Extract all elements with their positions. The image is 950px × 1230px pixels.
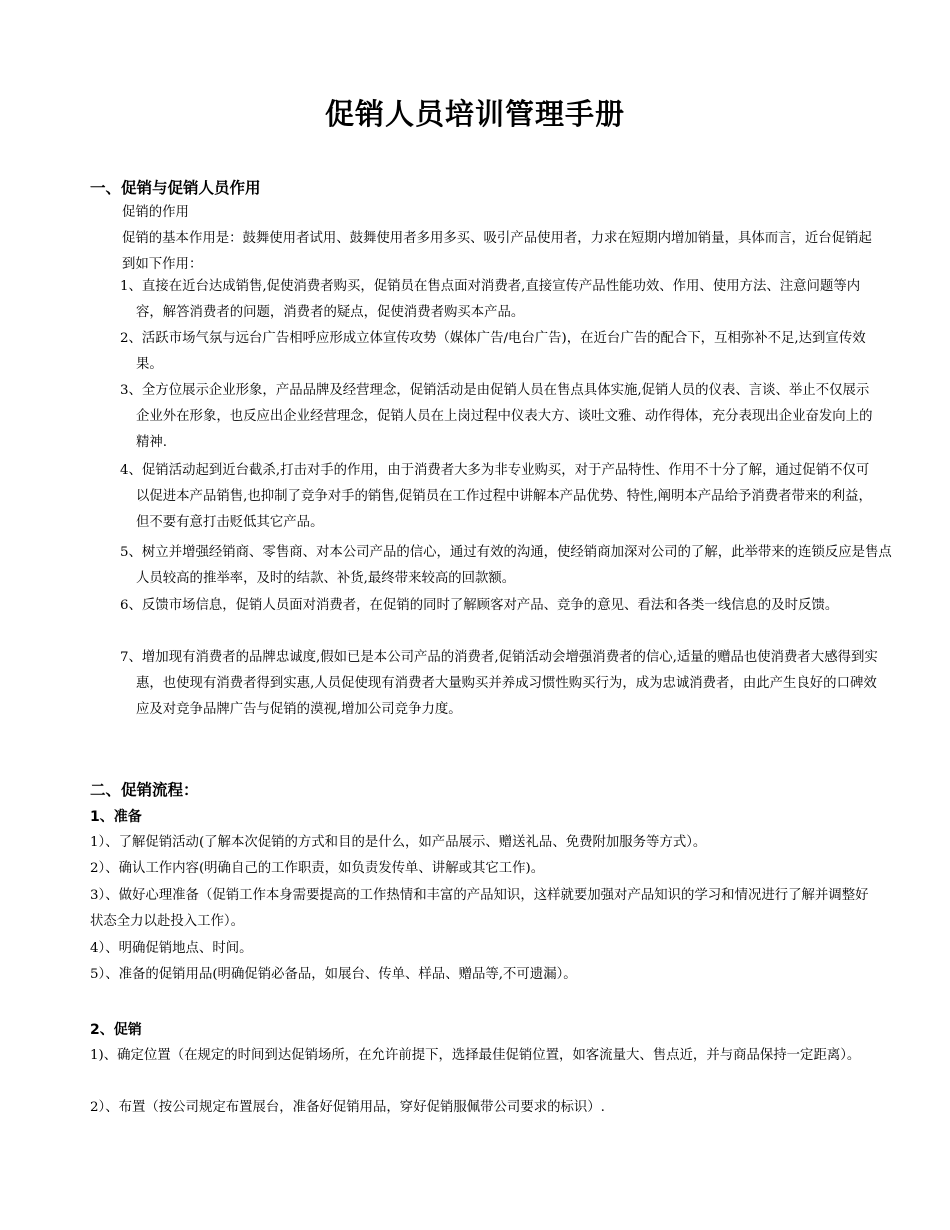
section-1-item: 3、全方位展示企业形象，产品品牌及经营理念，促销活动是由促销人员在售点具体实施,促销人员的仪表、言谈、举止不仅展示企业外在形象，也反应出企业经营理念，促销人员在上岗过程中仪表大方、谈吐文雅、动作得体，充分表现出企业奋发向上的精神.: [120, 383, 873, 450]
promo-heading: 2、促销: [90, 1022, 142, 1038]
section-1-item: 6、反馈市场信息，促销人员面对消费者，在促销的同时了解顾客对产品、竞争的意见、看法和各类一线信息的及时反馈。: [120, 598, 839, 613]
prep-item: 3）、做好心理准备（促销工作本身需要提高的工作热情和丰富的产品知识，这样就要加强对产品知识的学习和情况进行了解并调整好状态全力以赴投入工作）。: [90, 888, 869, 929]
prep-item: 4）、明确促销地点、时间。: [90, 941, 253, 956]
section-1-item: 7、增加现有消费者的品牌忠诚度,假如已是本公司产品的消费者,促销活动会增强消费者的信心,适量的赠品也使消费者大感得到实惠，也使现有消费者得到实惠,人员促使现有消费者大量购买并养成习惯性购买行为，成为忠诚消费者，由此产生良好的口碑效应及对竞争品牌广告与促销的漠视,增加公司竞争力度。: [120, 650, 878, 717]
prep-heading: 1、准备: [90, 809, 142, 825]
promo-item: 2）、布置（按公司规定布置展台，准备好促销用品，穿好促销服佩带公司要求的标识）.: [90, 1100, 605, 1115]
promo-item: 1)、确定位置（在规定的时间到达促销场所，在允许前提下，选择最佳促销位置，如客流量大、售点近，并与商品保持一定距离）。: [90, 1048, 861, 1063]
section-1-item: 1、直接在近台达成销售,促使消费者购买，促销员在售点面对消费者,直接宣传产品性能功效、作用、使用方法、注意问题等内容，解答消费者的问题，消费者的疑点，促使消费者购买本产品。: [120, 279, 861, 320]
section-2-heading: 二、促销流程：: [90, 781, 199, 799]
section-1-intro: 促销的基本作用是：鼓舞使用者试用、鼓舞使用者多用多买、吸引产品使用者，力求在短期内增加销量，具体而言，近台促销起到如下作用：: [122, 231, 872, 272]
prep-item: 1）、了解促销活动(了解本次促销的方式和目的是什么，如产品展示、赠送礼品、免费附加服务等方式）。: [90, 835, 707, 850]
section-1-heading: 一、促销与促销人员作用: [90, 179, 261, 197]
prep-item: 2）、确认工作内容(明确自己的工作职责，如负责发传单、讲解或其它工作)。: [90, 861, 545, 876]
document-title: 促销人员培训管理手册: [324, 97, 625, 131]
section-1-item: 5、树立并增强经销商、零售商、对本公司产品的信心，通过有效的沟通，使经销商加深对公司的了解，此举带来的连锁反应是售点人员较高的推举率，及时的结款、补货,最终带来较高的回款额。: [120, 545, 892, 586]
section-1-item: 4、促销活动起到近台截杀,打击对手的作用，由于消费者大多为非专业购买，对于产品特性、作用不十分了解，通过促销不仅可以促进本产品销售,也抑制了竞争对手的销售,促销员在工作过程中讲解本产品优势、特性,阐明本产品给予消费者带来的利益，但不要有意打击贬低其它产品。: [120, 463, 872, 530]
section-1-item: 2、活跃市场气氛与远台广告相呼应形成立体宣传攻势（媒体广告/电台广告)，在近台广告的配合下，互相弥补不足,达到宣传效果。: [120, 331, 866, 372]
section-1-subtitle: 促销的作用: [122, 205, 189, 220]
prep-item: 5）、准备的促销用品(明确促销必备品，如展台、传单、样品、赠品等,不可遗漏）。: [90, 967, 577, 982]
